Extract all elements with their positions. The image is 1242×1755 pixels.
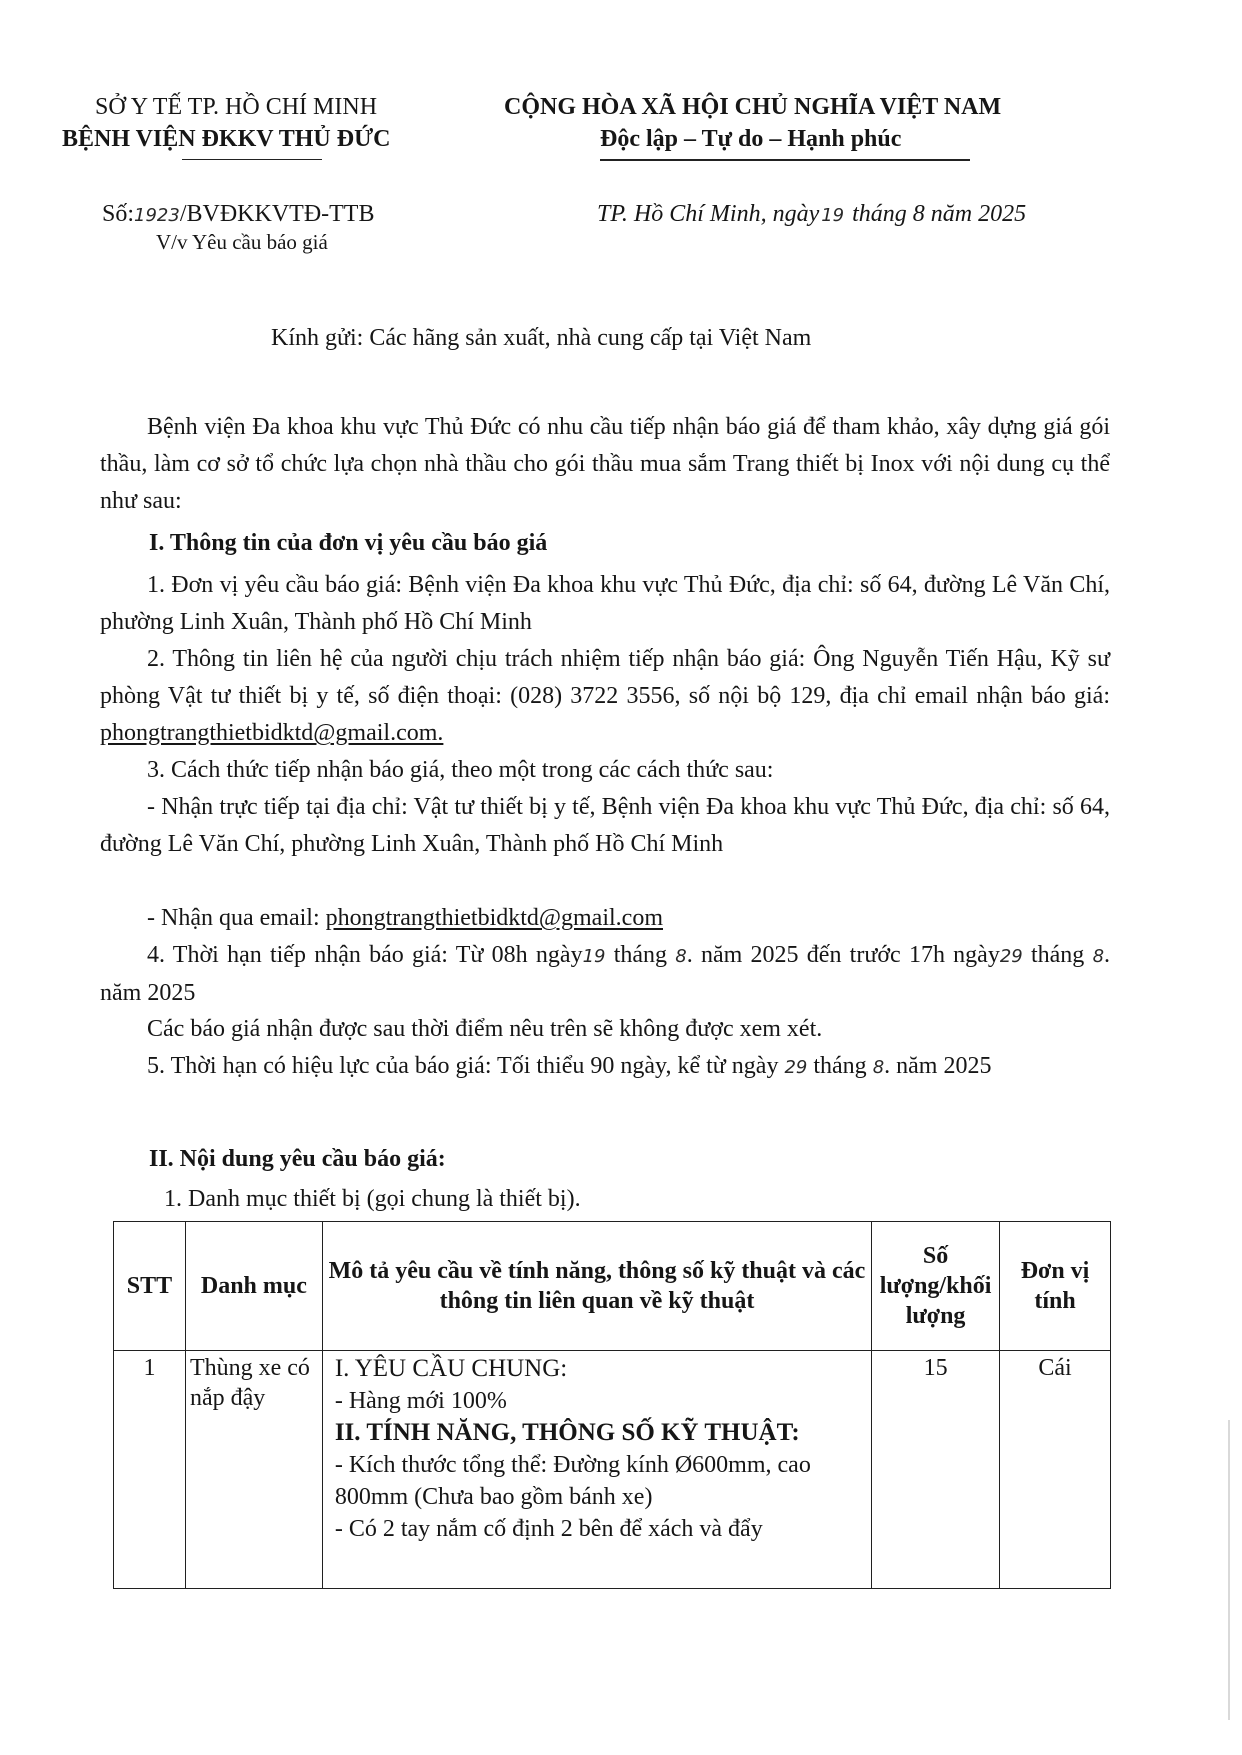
section-2-item-1: 1. Danh mục thiết bị (gọi chung là thiết bị). (164, 1186, 581, 1212)
equipment-table (113, 1221, 1111, 1589)
validity-month-handwritten: 8 (872, 1057, 885, 1078)
greeting: Kính gửi: Các hãng sản xuất, nhà cung cấp tại Việt Nam (271, 325, 812, 351)
section-1-item-3: 3. Cách thức tiếp nhận báo giá, theo một trong các cách thức sau: (147, 757, 774, 783)
spec-line-new: - Hàng mới 100% (334, 1388, 507, 1414)
hospital-name-underline (182, 159, 322, 160)
national-motto-underline (600, 159, 970, 161)
end-month-handwritten: 8 (1092, 946, 1105, 967)
section-1-item-3-email: - Nhận qua email: phongtrangthietbidktd@gmail.com (147, 905, 663, 931)
section-1-item-4: 4. Thời hạn tiếp nhận báo giá: Từ 08h ngày19 tháng 8. năm 2025 đến trước 17h ngày29 tháng 8. năm 2025 (100, 942, 1111, 1006)
section-1-note: Các báo giá nhận được sau thời điểm nêu trên sẽ không được xem xét. (147, 1016, 823, 1042)
start-day-handwritten: 19 (582, 946, 606, 967)
section-1-item-5: 5. Thời hạn có hiệu lực của báo giá: Tối thiểu 90 ngày, kể từ ngày 29 tháng 8. năm 2025 (147, 1053, 992, 1079)
contact-email-link[interactable]: phongtrangthietbidktd@gmail.com. (100, 720, 444, 746)
row-unit: Cái (1000, 1351, 1111, 1589)
section-1-title: I. Thông tin của đơn vị yêu cầu báo giá (149, 530, 548, 556)
scan-edge-shadow (1228, 1420, 1230, 1720)
row-category: Thùng xe có nắp đậy (185, 1351, 322, 1589)
document-date: TP. Hồ Chí Minh, ngày 19 tháng 8 năm 2025 (597, 201, 1027, 227)
section-1-item-3-direct: - Nhận trực tiếp tại địa chỉ: Vật tư thiết bị y tế, Bệnh viện Đa khoa khu vực Thủ Đức, địa chỉ: số 64, đường Lê Văn Chí, phường Linh Xuân, Thành phố Hồ Chí Minh (100, 794, 1110, 857)
table-header-row (114, 1222, 1111, 1351)
section-1-item-1: 1. Đơn vị yêu cầu báo giá: Bệnh viện Đa khoa khu vực Thủ Đức, địa chỉ: số 64, đường Lê Văn Chí, phường Linh Xuân, Thành phố Hồ Chí Minh (100, 572, 1110, 635)
end-day-handwritten: 29 (999, 946, 1023, 967)
validity-day-handwritten: 29 (784, 1057, 808, 1078)
table-row (114, 1351, 1111, 1589)
header-description: Mô tả yêu cầu về tính năng, thông số kỹ thuật và các thông tin liên quan về kỹ thuật (322, 1222, 871, 1351)
document-subject: V/v Yêu cầu báo giá (156, 230, 328, 254)
spec-line-handles: - Có 2 tay nắm cố định 2 bên để xách và đẩy (334, 1516, 763, 1542)
spec-heading-technical: II. TÍNH NĂNG, THÔNG SỐ KỸ THUẬT: (334, 1419, 800, 1446)
document-number-handwritten: 1923 (134, 205, 180, 226)
department-name: SỞ Y TẾ TP. HỒ CHÍ MINH (95, 94, 378, 120)
row-quantity: 15 (872, 1351, 1000, 1589)
row-stt: 1 (114, 1351, 186, 1589)
start-month-handwritten: 8 (675, 946, 687, 967)
spec-heading-general: I. YÊU CẦU CHUNG: (334, 1355, 568, 1382)
submission-email-link[interactable]: phongtrangthietbidktd@gmail.com (325, 905, 663, 931)
header-stt: STT (114, 1222, 186, 1351)
hospital-name: BỆNH VIỆN ĐKKV THỦ ĐỨC (62, 126, 391, 152)
date-day-handwritten: 19 (821, 205, 845, 226)
intro-paragraph: Bệnh viện Đa khoa khu vực Thủ Đức có nhu cầu tiếp nhận báo giá để tham khảo, xây dựng giá gói thầu, làm cơ sở tổ chức lựa chọn nhà thầu cho gói thầu mua sắm Trang thiết bị Inox với nội dung cụ thể như sau: (100, 414, 1110, 514)
national-title: CỘNG HÒA XÃ HỘI CHỦ NGHĨA VIỆT NAM (504, 94, 1002, 120)
national-motto: Độc lập – Tự do – Hạnh phúc (600, 126, 902, 152)
header-category: Danh mục (185, 1222, 322, 1351)
document-number: Số:1923/BVĐKKVTĐ-TTB (102, 201, 375, 227)
header-quantity: Số lượng/khối lượng (872, 1222, 1000, 1351)
section-2-title: II. Nội dung yêu cầu báo giá: (149, 1146, 446, 1172)
header-unit: Đơn vị tính (1000, 1222, 1111, 1351)
row-specification (322, 1351, 871, 1589)
section-1-item-2: 2. Thông tin liên hệ của người chịu trách nhiệm tiếp nhận báo giá: Ông Nguyễn Tiến Hậu, Kỹ sư phòng Vật tư thiết bị y tế, số điện thoại: (028) 3722 3556, số nội bộ 129, địa chỉ email nhận báo giá: phongtrangthietbidktd@gmail.com. (100, 646, 1110, 746)
spec-line-dimensions: - Kích thước tổng thể: Đường kính Ø600mm, cao 800mm (Chưa bao gồm bánh xe) (334, 1452, 811, 1510)
